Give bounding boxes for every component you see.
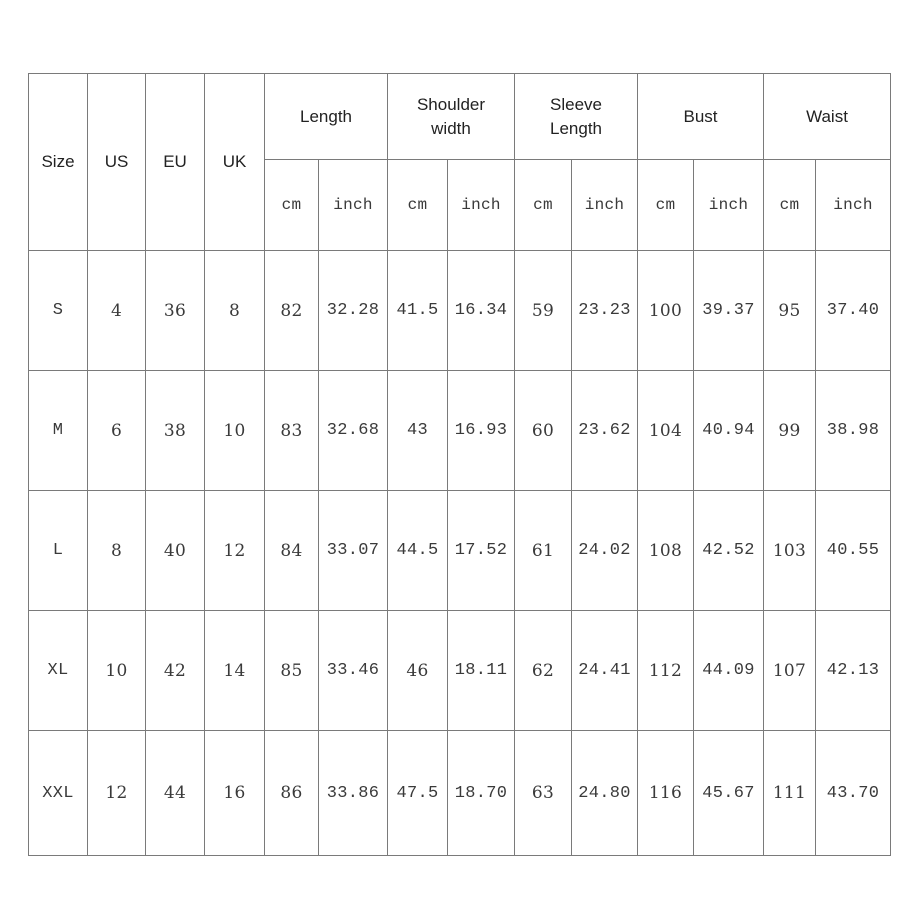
cell-sleeve-cm: 62 [515,611,572,731]
cell-sleeve-inch: 23.62 [572,371,638,491]
cell-length-inch: 32.28 [319,251,388,371]
header-us: US [88,74,146,251]
cell-us: 10 [88,611,146,731]
unit-waist-inch: inch [816,160,891,251]
cell-shoulder-inch: 18.70 [448,731,515,856]
header-length: Length [265,74,388,160]
cell-sleeve-cm: 63 [515,731,572,856]
cell-bust-cm: 112 [638,611,694,731]
unit-length-inch: inch [319,160,388,251]
cell-waist-cm: 107 [764,611,816,731]
cell-size: XXL [29,731,88,856]
table-row [29,251,891,371]
header-uk: UK [205,74,265,251]
cell-bust-inch: 45.67 [694,731,764,856]
cell-sleeve-cm: 61 [515,491,572,611]
cell-uk: 10 [205,371,265,491]
cell-shoulder-cm: 46 [388,611,448,731]
cell-length-cm: 83 [265,371,319,491]
cell-sleeve-cm: 60 [515,371,572,491]
cell-length-cm: 82 [265,251,319,371]
cell-uk: 16 [205,731,265,856]
cell-eu: 42 [146,611,205,731]
cell-waist-cm: 103 [764,491,816,611]
cell-length-inch: 33.07 [319,491,388,611]
cell-bust-cm: 108 [638,491,694,611]
unit-sleeve-cm: cm [515,160,572,251]
cell-shoulder-inch: 17.52 [448,491,515,611]
table-row [29,731,891,856]
cell-length-cm: 86 [265,731,319,856]
cell-waist-inch: 38.98 [816,371,891,491]
cell-bust-cm: 116 [638,731,694,856]
cell-length-inch: 33.46 [319,611,388,731]
cell-sleeve-inch: 24.02 [572,491,638,611]
cell-shoulder-cm: 47.5 [388,731,448,856]
header-waist: Waist [764,74,891,160]
unit-length-cm: cm [265,160,319,251]
cell-us: 12 [88,731,146,856]
cell-waist-inch: 37.40 [816,251,891,371]
cell-uk: 8 [205,251,265,371]
table-row [29,491,891,611]
header-sleeve-length-line1: Sleeve [550,94,602,114]
cell-waist-cm: 111 [764,731,816,856]
cell-bust-inch: 44.09 [694,611,764,731]
cell-bust-inch: 42.52 [694,491,764,611]
unit-bust-cm: cm [638,160,694,251]
cell-length-cm: 84 [265,491,319,611]
cell-waist-inch: 40.55 [816,491,891,611]
cell-shoulder-inch: 18.11 [448,611,515,731]
cell-shoulder-cm: 44.5 [388,491,448,611]
cell-shoulder-cm: 43 [388,371,448,491]
cell-bust-cm: 104 [638,371,694,491]
cell-shoulder-cm: 41.5 [388,251,448,371]
cell-sleeve-cm: 59 [515,251,572,371]
cell-size: L [29,491,88,611]
cell-us: 8 [88,491,146,611]
cell-sleeve-inch: 24.80 [572,731,638,856]
cell-waist-inch: 42.13 [816,611,891,731]
cell-uk: 12 [205,491,265,611]
cell-length-inch: 33.86 [319,731,388,856]
header-row-groups [29,74,891,160]
cell-us: 4 [88,251,146,371]
cell-bust-inch: 39.37 [694,251,764,371]
cell-bust-inch: 40.94 [694,371,764,491]
cell-sleeve-inch: 23.23 [572,251,638,371]
header-bust: Bust [638,74,764,160]
cell-size: M [29,371,88,491]
unit-waist-cm: cm [764,160,816,251]
unit-bust-inch: inch [694,160,764,251]
cell-waist-cm: 99 [764,371,816,491]
cell-bust-cm: 100 [638,251,694,371]
cell-eu: 44 [146,731,205,856]
header-shoulder-width [388,74,515,160]
unit-sleeve-inch: inch [572,160,638,251]
unit-shoulder-cm: cm [388,160,448,251]
unit-shoulder-inch: inch [448,160,515,251]
cell-sleeve-inch: 24.41 [572,611,638,731]
cell-shoulder-inch: 16.93 [448,371,515,491]
cell-size: XL [29,611,88,731]
header-shoulder-width-line1: Shoulder [416,94,486,114]
cell-eu: 36 [146,251,205,371]
header-size: Size [29,74,88,251]
cell-eu: 40 [146,491,205,611]
cell-eu: 38 [146,371,205,491]
cell-us: 6 [88,371,146,491]
cell-shoulder-inch: 16.34 [448,251,515,371]
header-sleeve-length-line2: Length [550,118,602,138]
table-row [29,371,891,491]
cell-length-inch: 32.68 [319,371,388,491]
size-chart-table [28,73,891,856]
header-eu: EU [146,74,205,251]
cell-uk: 14 [205,611,265,731]
table-row [29,611,891,731]
cell-size: S [29,251,88,371]
header-sleeve-length [515,74,638,160]
cell-waist-cm: 95 [764,251,816,371]
cell-length-cm: 85 [265,611,319,731]
cell-waist-inch: 43.70 [816,731,891,856]
header-shoulder-width-line2: width [431,118,471,138]
